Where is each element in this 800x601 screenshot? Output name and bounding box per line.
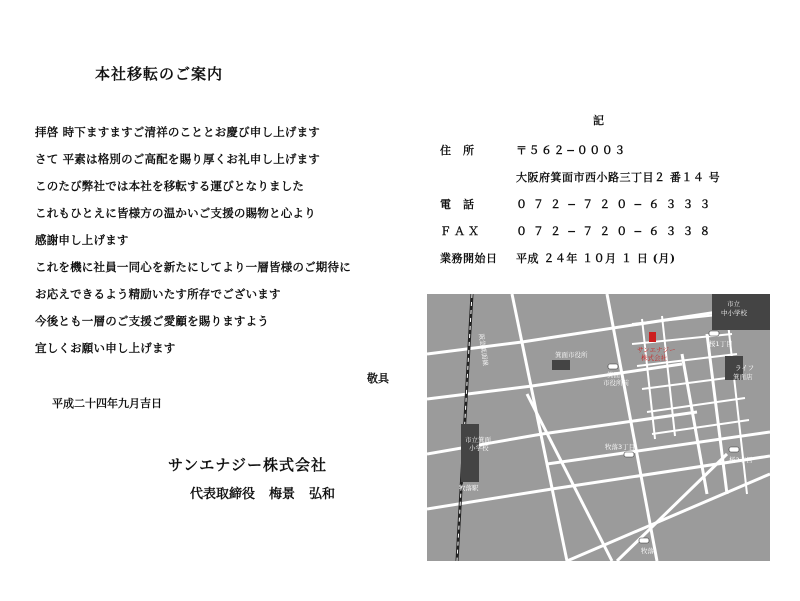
location-map xyxy=(427,294,770,561)
fax-value: ０７２−７２０−６３３８ xyxy=(516,225,717,238)
life-label-2: 箕面店 xyxy=(733,373,753,381)
school-top-label-2: 中小学校 xyxy=(721,309,747,317)
life-label-1: ライフ xyxy=(735,364,755,372)
railway-label: 阪急箕面線 xyxy=(477,333,490,367)
body-line: これもひとえに皆様方の温かいご支援の賜物と心より xyxy=(35,206,316,220)
school-left-building xyxy=(461,424,479,482)
body-line: さて 平素は格別のご高配を賜り厚くお礼申し上げます xyxy=(35,152,321,166)
stop-2chome-label: 桜2丁目 xyxy=(729,456,753,464)
rep-surname: 梅景 xyxy=(269,487,296,502)
city-hall-label: 箕面市役所 xyxy=(555,351,588,359)
tel-label: 電 話 xyxy=(440,198,475,211)
company-map-label-2: 株式会社 xyxy=(641,354,667,362)
body-line: お応えできるよう精励いたす所存でございます xyxy=(35,287,281,301)
stop-1chome-label: 桜1丁目 xyxy=(709,340,733,348)
company-map-label-1: サンエナジー xyxy=(637,346,676,354)
school-top-label-1: 市立 xyxy=(727,300,740,308)
representative xyxy=(190,483,349,502)
rep-title: 代表取締役 xyxy=(190,487,256,502)
body-line: 感謝申し上げます xyxy=(35,233,129,247)
body-line: これを機に社員一同心を新たにしてより一層皆様のご期待に xyxy=(35,260,351,274)
fax-label: ＦＡＸ xyxy=(440,225,482,238)
bus-stop-icon xyxy=(709,331,719,336)
postal-code: 〒５６２−０００３ xyxy=(516,144,627,157)
body-line: 宜しくお願い申し上げます xyxy=(35,341,176,355)
stop-makiochi3-label: 牧落3丁目 xyxy=(605,443,636,451)
rep-given: 弘和 xyxy=(309,487,336,502)
bus-city-hall-label-2: 市役所前 xyxy=(603,379,629,387)
bus-stop-icon xyxy=(639,538,649,543)
body-line: 拝啓 時下ますますご清祥のこととお慶び申し上げます xyxy=(35,125,321,139)
bus-city-hall-label-1: 箕面 xyxy=(607,371,620,379)
bus-stop-icon xyxy=(729,447,739,452)
school-left-label-1: 市立箕面 xyxy=(465,436,491,444)
city-hall-building xyxy=(552,360,570,370)
closing-keigu: 敬具 xyxy=(367,372,389,385)
body-line: このたび弊社では本社を移転する運びとなりました xyxy=(35,179,305,193)
stop-makiochi-label: 牧落 xyxy=(641,547,654,555)
address-label: 住 所 xyxy=(440,144,475,157)
document-date: 平成二十四年九月吉日 xyxy=(52,397,162,410)
document-title: 本社移転のご案内 xyxy=(95,65,224,83)
company-name: サンエナジー株式会社 xyxy=(168,456,327,474)
tel-value: ０７２−７２０−６３３３ xyxy=(516,198,717,211)
ki-heading: 記 xyxy=(593,114,604,127)
station-label: 牧落駅 xyxy=(459,484,479,492)
start-value: 平成 ２４年 １０月 １ 日 (月) xyxy=(516,252,676,265)
body-line: 今後とも一層のご支援ご愛顧を賜りますよう xyxy=(35,314,269,328)
start-label: 業務開始日 xyxy=(440,252,498,265)
bus-stop-icon xyxy=(624,452,634,457)
company-marker xyxy=(649,332,656,342)
address-value: 大阪府箕面市西小路三丁目２ 番１４ 号 xyxy=(516,171,721,184)
school-left-label-2: 小学校 xyxy=(469,444,489,452)
bus-stop-icon xyxy=(608,364,618,369)
